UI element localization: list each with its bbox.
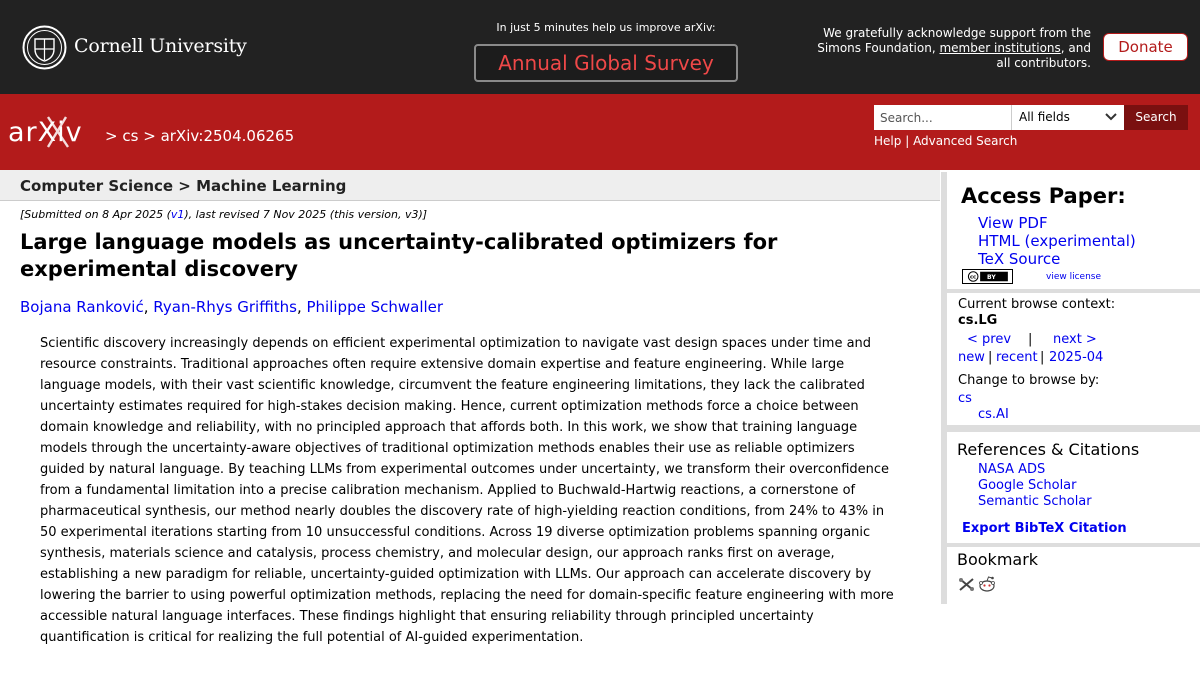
search-input[interactable] — [874, 105, 1011, 130]
search-field-value: All fields — [1019, 110, 1070, 124]
cc-by-text: BY — [987, 274, 996, 282]
breadcrumb — [105, 127, 294, 145]
change-browse-label: Change to browse by: — [958, 373, 1100, 388]
breadcrumb-paper-id: arXiv:2504.06265 — [160, 127, 295, 145]
browse-context-label: Current browse context: — [958, 297, 1116, 312]
support-acknowledgement — [806, 26, 1091, 71]
browse-separator: | — [1040, 350, 1045, 365]
google-scholar-link[interactable]: Google Scholar — [978, 478, 1077, 493]
browse-cs-link[interactable]: cs — [958, 391, 972, 406]
references-heading: References & Citations — [957, 440, 1140, 459]
donate-button[interactable]: Donate — [1103, 33, 1188, 61]
dateline-prefix: [Submitted on 8 Apr 2025 ( — [20, 208, 171, 221]
author-link[interactable]: Bojana Ranković — [20, 298, 144, 316]
author-link[interactable]: Philippe Schwaller — [306, 298, 444, 316]
export-bibtex-link[interactable]: Export BibTeX Citation — [962, 521, 1127, 536]
cc-by-license-icon[interactable] — [962, 269, 1013, 284]
browse-cs-ai-link[interactable]: cs.AI — [978, 407, 1009, 422]
next-link[interactable]: next > — [1053, 332, 1097, 347]
browse-recent-link[interactable]: recent — [996, 350, 1038, 365]
prev-link[interactable]: < prev — [967, 332, 1012, 347]
semantic-scholar-link[interactable]: Semantic Scholar — [978, 494, 1092, 509]
browse-date-link[interactable]: 2025-04 — [1049, 350, 1104, 365]
reddit-icon[interactable] — [978, 575, 996, 593]
cornell-seal-icon[interactable] — [22, 25, 67, 70]
support-banner — [0, 0, 1200, 94]
sidebar — [941, 172, 1200, 604]
browse-separator: | — [988, 350, 993, 365]
nasa-ads-link[interactable]: NASA ADS — [978, 462, 1046, 477]
browse-separator: | — [1028, 332, 1033, 347]
subject-header-bar — [0, 170, 940, 201]
browse-new-link[interactable]: new — [958, 350, 985, 365]
help-separator: | — [905, 134, 910, 148]
arxiv-logo-text: arXiv — [8, 117, 83, 148]
cc-badge-text: cc — [969, 274, 977, 281]
bookmark-panel — [947, 547, 1200, 604]
support-line-2-prefix: Simons Foundation, — [817, 41, 940, 55]
arxiv-header — [0, 94, 1200, 170]
references-panel — [947, 432, 1200, 543]
support-line-3: all contributors. — [996, 56, 1091, 70]
cornell-wordmark[interactable]: Cornell University — [74, 35, 247, 57]
support-line-1: We gratefully acknowledge support from the — [823, 26, 1091, 40]
bookmark-heading: Bookmark — [957, 550, 1039, 569]
author-separator: , — [143, 298, 149, 316]
help-link[interactable]: Help — [874, 134, 902, 148]
access-paper-heading: Access Paper: — [961, 184, 1126, 208]
advanced-search-link[interactable]: Advanced Search — [913, 134, 1018, 148]
author-link[interactable]: Ryan-Rhys Griffiths — [153, 298, 297, 316]
search-field-select[interactable] — [1011, 105, 1124, 130]
support-line-2-suffix: , and — [1060, 41, 1091, 55]
search-button[interactable]: Search — [1124, 105, 1188, 130]
author-separator: , — [296, 298, 302, 316]
abstract-text: Scientific discovery increasingly depends on efficient experimental optimization to navigate vast design spaces under time and resource constraints. Traditional approaches often require extensive domain expertise and feature engineering. While large language models, with their vast scientific knowledge, circumvent the feature engineering limitations, they lack the calibrated uncertainty estimates required for high-stakes decision making. Hence, current optimization methods force a choice between domain knowledge and reliability, with no principled approach that affords both. In this work, we show that training language models through the uncertainty-aware objectives of traditional optimization methods enables their use as reliable optimizers guided by natural language. By teaching LLMs from experimental outcomes under uncertainty, we transform their overconfidence from a fundamental limitation into a precise calibration mechanism. Applied to Buchwald-Hartwig reactions, a cornerstone of pharmaceutical synthesis, our method nearly doubles the discovery rate of high-yielding reaction conditions, from 24% to 43% in 50 experimental iterations starting from 10 unsuccessful conditions. Across 19 diverse optimization problems spanning organic synthesis, materials science and catalysis, process chemistry, and molecular design, our approach ranks first on average, establishing a new paradigm for reliable, uncertainty-guided optimization with LLMs. Our approach can accelerate discovery by lowering the barrier to using powerful optimization methods, replacing the need for domain-specific feature engineering with more accessible natural language interfaces. These findings highlight that ensuring reliability through principled uncertainty quantification is critical for realizing the full potential of AI-guided experimentation. — [40, 336, 894, 645]
arxiv-logo-icon[interactable] — [8, 114, 102, 150]
browse-context-value: cs.LG — [958, 313, 998, 328]
chevron-down-icon — [1105, 112, 1117, 122]
browse-context-panel — [947, 293, 1200, 425]
access-paper-panel — [947, 172, 1200, 289]
breadcrumb-separator: > — [105, 127, 118, 145]
help-links — [874, 134, 1017, 148]
subject-heading: Computer Science > Machine Learning — [20, 177, 347, 195]
survey-prompt: In just 5 minutes help us improve arXiv: — [496, 21, 716, 34]
submission-dateline — [20, 208, 427, 221]
member-institutions-link[interactable]: member institutions — [939, 41, 1061, 55]
view-license-link[interactable]: view license — [1046, 272, 1102, 282]
version-v1-link[interactable]: v1 — [170, 208, 185, 221]
survey-button[interactable]: Annual Global Survey — [474, 44, 738, 82]
bibsonomy-icon[interactable] — [958, 577, 975, 592]
breadcrumb-cs-link[interactable]: cs — [122, 127, 139, 145]
paper-title: Large language models as uncertainty-calibrated optimizers for experimental discovery — [20, 230, 778, 281]
support-line-2 — [806, 41, 1091, 56]
author-list — [20, 298, 443, 316]
breadcrumb-separator: > — [143, 127, 156, 145]
view-pdf-link[interactable]: View PDF — [978, 214, 1048, 232]
dateline-suffix: ), last revised 7 Nov 2025 (this version, v3)] — [184, 208, 428, 221]
html-experimental-link[interactable]: HTML (experimental) — [978, 232, 1136, 250]
tex-source-link[interactable]: TeX Source — [978, 250, 1061, 268]
